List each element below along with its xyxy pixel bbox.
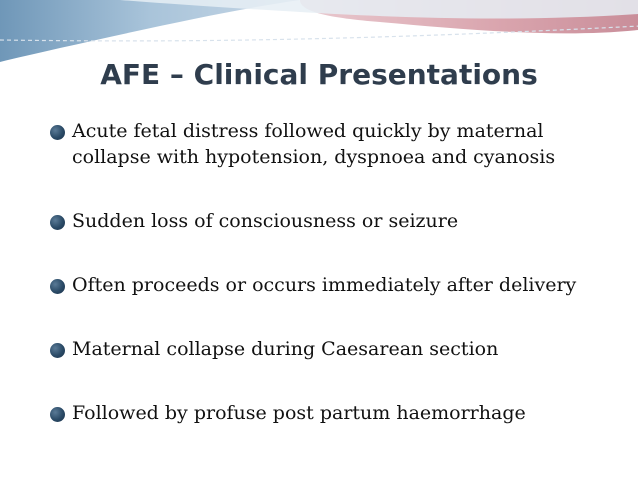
bullet-item [50, 208, 620, 234]
bullet-list [50, 118, 620, 426]
bullet-item [50, 400, 620, 426]
bullet-item [50, 336, 620, 362]
bullet-dot-icon [50, 215, 65, 230]
bullet-text: Followed by profuse post partum haemorrhage [72, 402, 526, 424]
bullet-dot-icon [50, 343, 65, 358]
bullet-text: Acute fetal distress followed quickly by maternal collapse with hypotension, dyspnoea and cyanosis [72, 120, 556, 168]
bullet-dot-icon [50, 125, 65, 140]
bullet-dot-icon [50, 279, 65, 294]
bullet-item [50, 272, 620, 298]
bullet-item [50, 118, 620, 170]
bullet-dot-icon [50, 407, 65, 422]
bullet-text: Maternal collapse during Caesarean section [72, 338, 499, 360]
slide-title: AFE – Clinical Presentations [100, 58, 538, 91]
bullet-text: Often proceeds or occurs immediately after delivery [72, 274, 577, 296]
bullet-text: Sudden loss of consciousness or seizure [72, 210, 459, 232]
